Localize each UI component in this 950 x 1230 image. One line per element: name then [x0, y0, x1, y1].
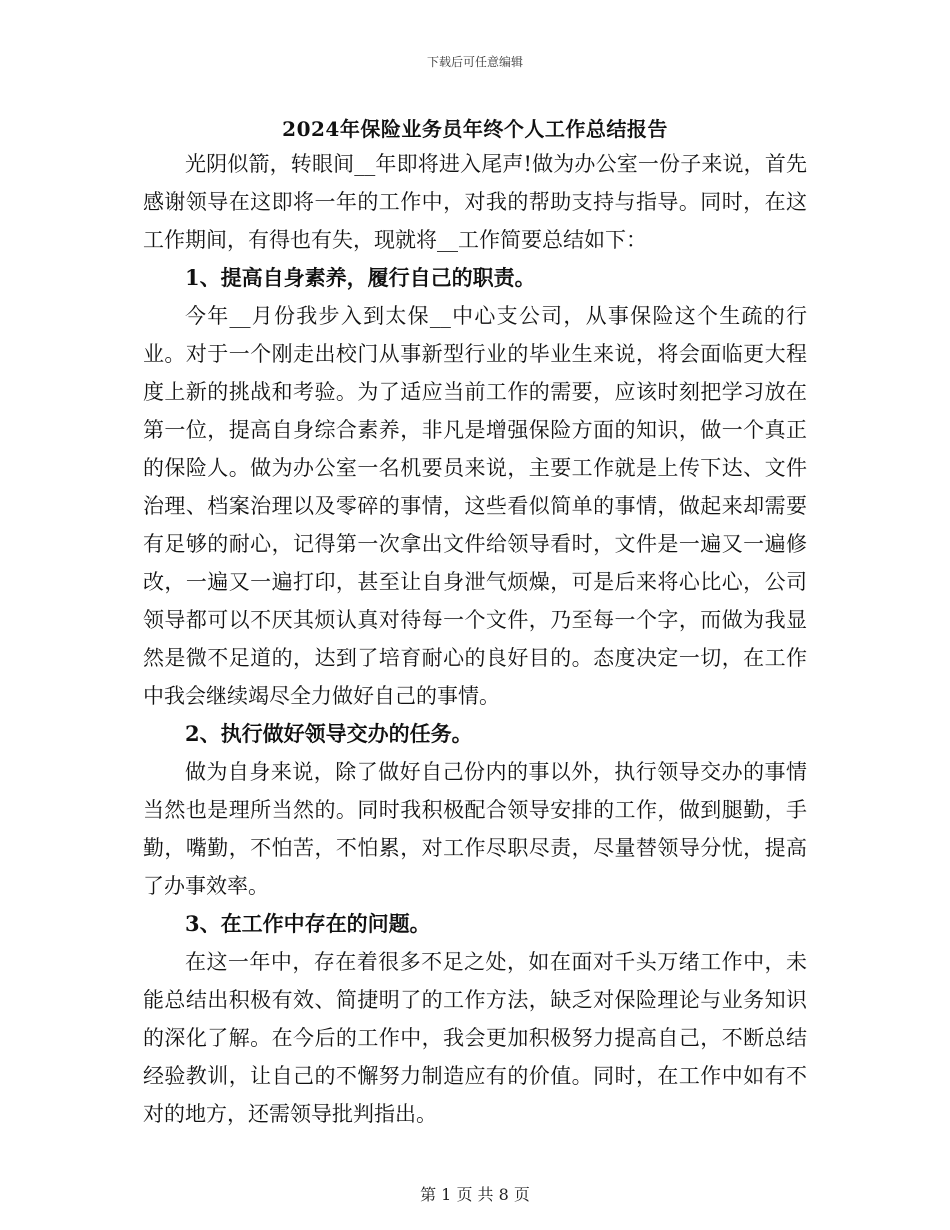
- section-body-3: 在这一年中，存在着很多不足之处，如在面对千头万绪工作中，未能总结出积极有效、简捷明了的工作方法，缺乏对保险理论与业务知识的深化了解。在今后的工作中，我会更加积极努力提高自己，不断总结经验教训，让自己的不懈努力制造应有的价值。同时，在工作中如有不对的地方，还需领导批判指出。: [143, 950, 807, 1126]
- section-heading-1: 1、提高自身素养，履行自己的职责。: [185, 265, 536, 290]
- page-footer: 第 1 页 共 8 页: [420, 1185, 530, 1204]
- section-body-1: 今年__月份我步入到太保__中心支公司，从事保险这个生疏的行业。对于一个刚走出校门从事新型行业的毕业生来说，将会面临更大程度上新的挑战和考验。为了适应当前工作的需要，应该时刻把学习放在第一位，提高自身综合素养，非凡是增强保险方面的知识，做一个真正的保险人。做为办公室一名机要员来说，主要工作就是上传下达、文件治理、档案治理以及零碎的事情，这些看似简单的事情，做起来却需要有足够的耐心，记得第一次拿出文件给领导看时，文件是一遍又一遍修改，一遍又一遍打印，甚至让自身泄气烦燥，可是后来将心比心，公司领导都可以不厌其烦认真对待每一个文件，乃至每一个字，而做为我显然是微不足道的，达到了培育耐心的良好目的。态度决定一切，在工作中我会继续竭尽全力做好自己的事情。: [143, 304, 807, 708]
- document-title: 2024年保险业务员年终个人工作总结报告: [282, 117, 668, 141]
- section-body-2: 做为自身来说，除了做好自己份内的事以外，执行领导交办的事情当然也是理所当然的。同时我积极配合领导安排的工作，做到腿勤，手勤，嘴勤，不怕苦，不怕累，对工作尽职尽责，尽量替领导分忧，提高了办事效率。: [143, 760, 807, 898]
- document-body: [143, 145, 807, 1133]
- section-heading-3: 3、在工作中存在的问题。: [185, 911, 431, 936]
- section-heading-2: 2、执行做好领导交办的任务。: [185, 721, 473, 746]
- intro-paragraph: 光阴似箭，转眼间__年即将进入尾声!做为办公室一份子来说，首先感谢领导在这即将一年的工作中，对我的帮助支持与指导。同时，在这工作期间，有得也有失，现就将__工作简要总结如下：: [143, 152, 807, 252]
- page-header: 下载后可任意编辑: [426, 55, 523, 69]
